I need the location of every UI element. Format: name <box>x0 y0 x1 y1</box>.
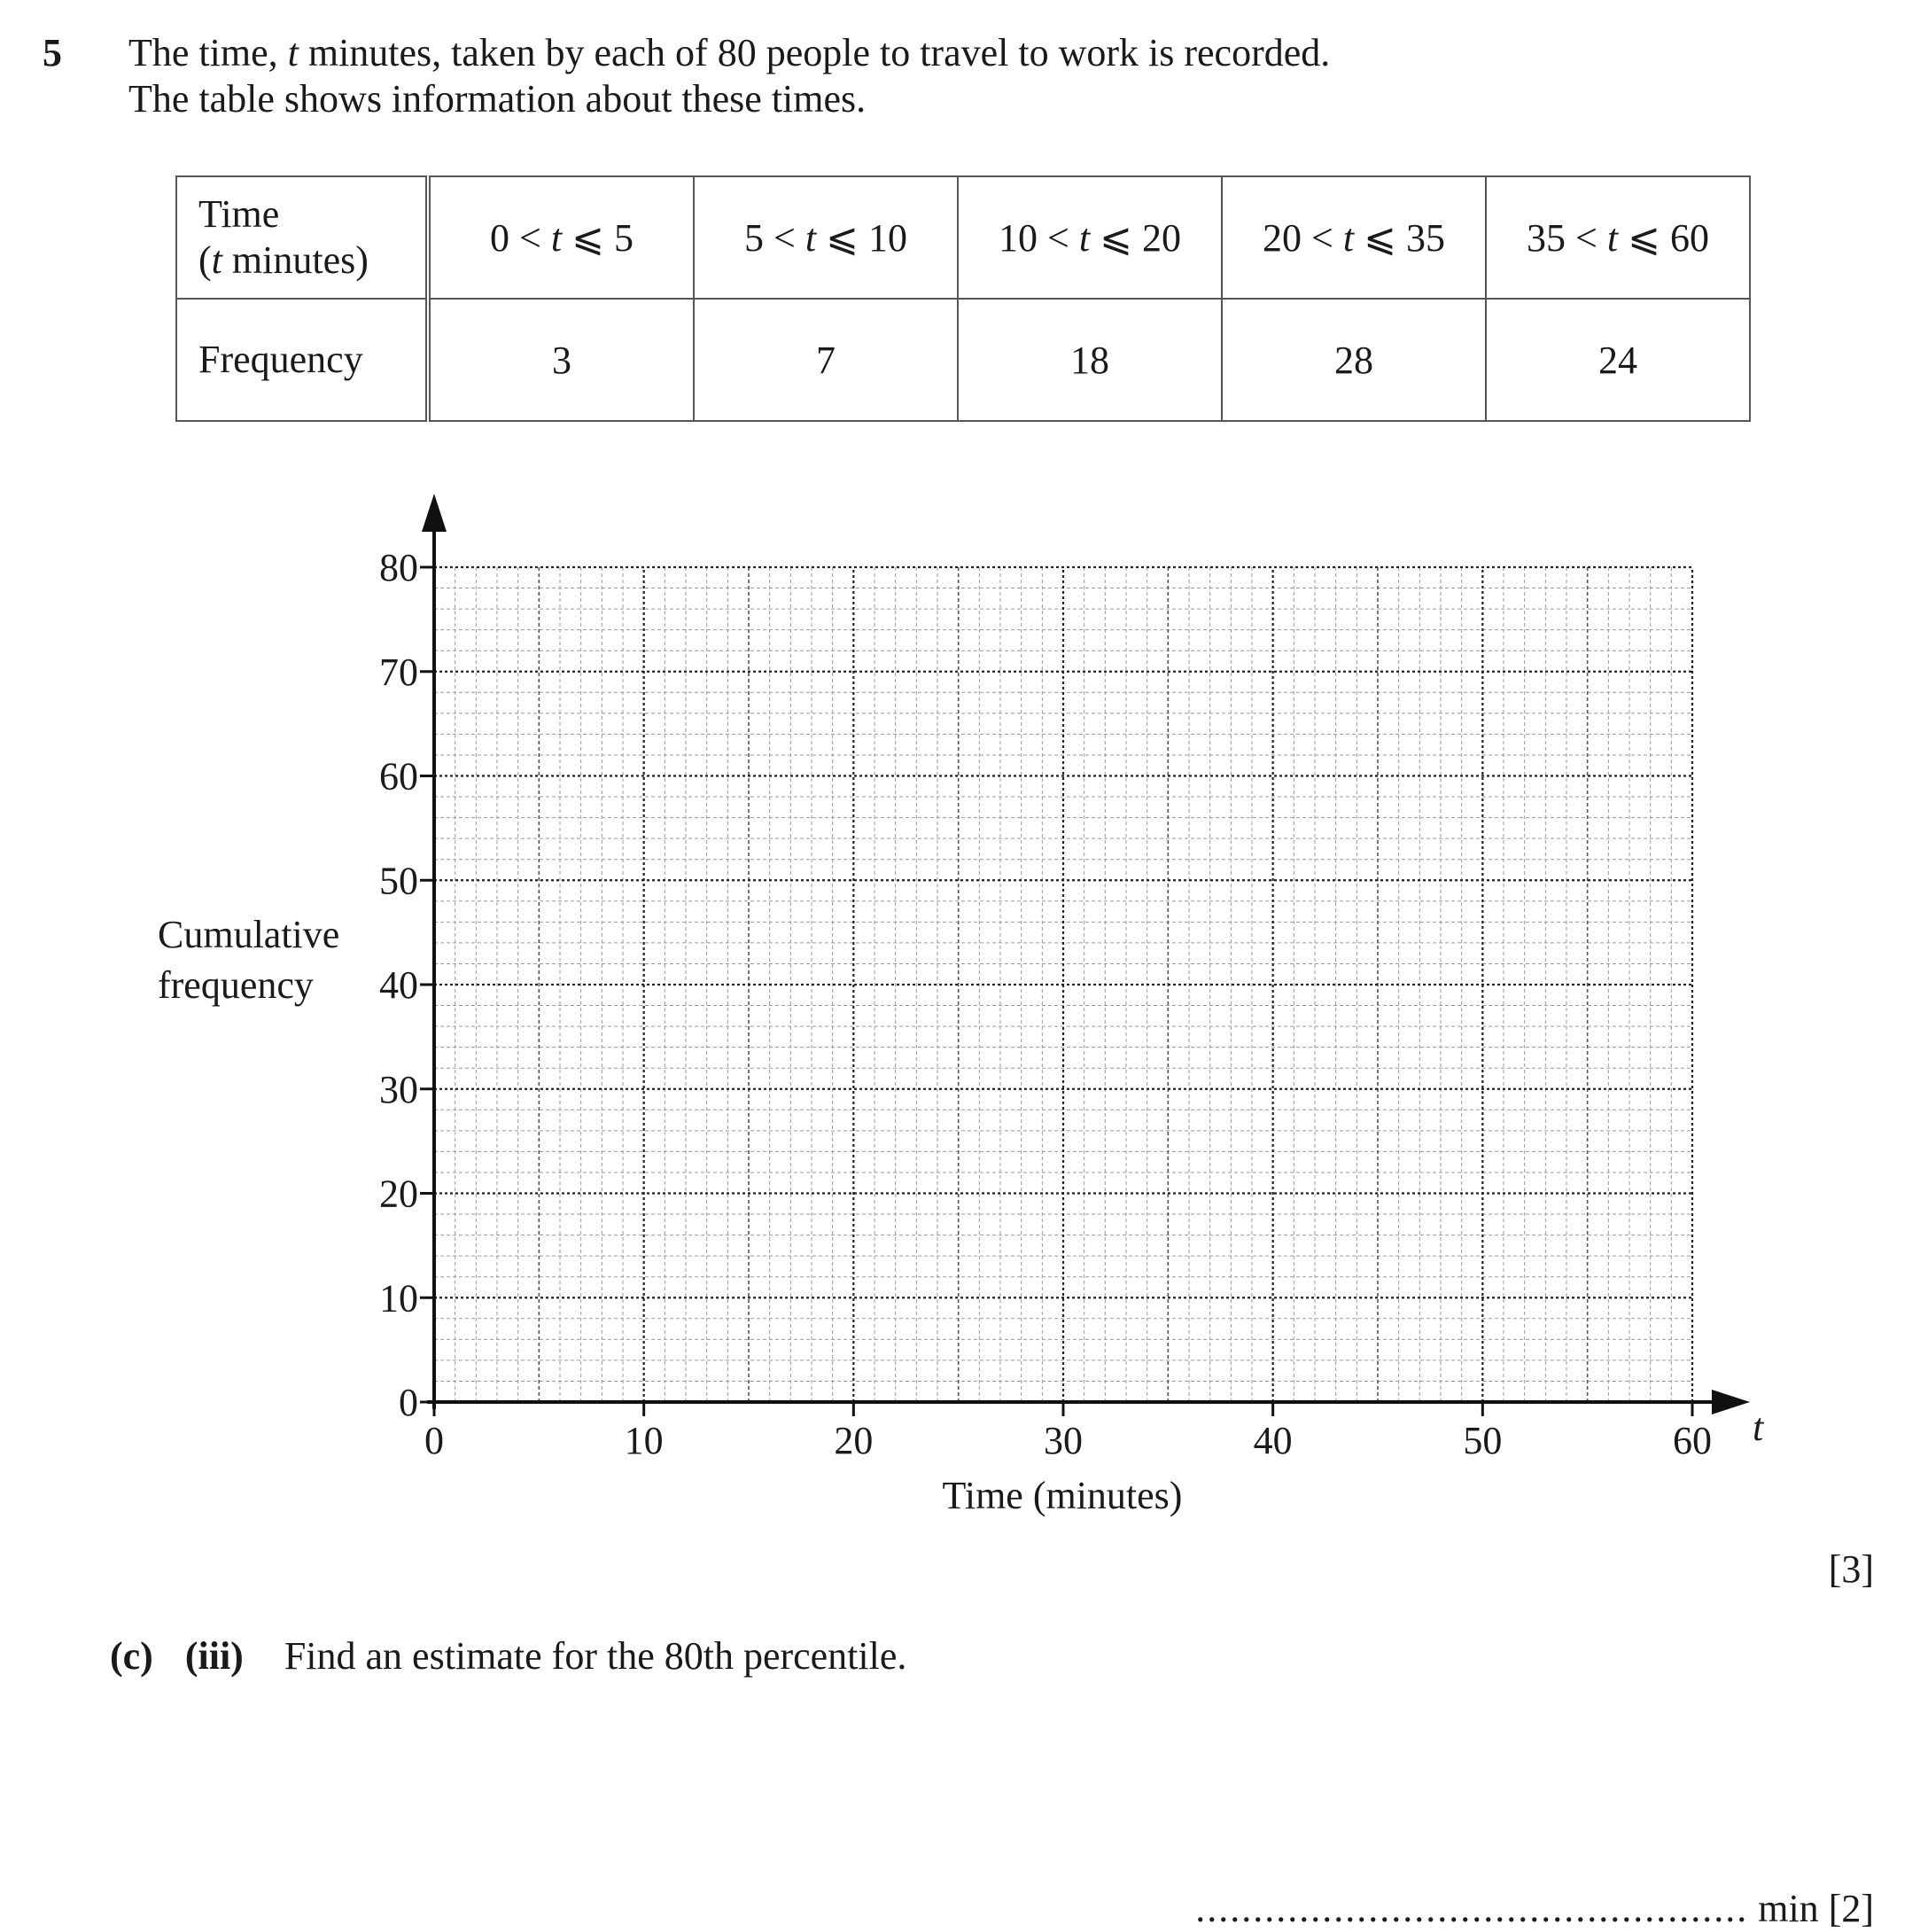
y-axis-label-line1: Cumulative <box>158 913 340 956</box>
question-number: 5 <box>43 31 62 74</box>
y-tick-label: 30 <box>379 1067 418 1111</box>
time-header-open: ( <box>198 238 212 282</box>
frequency-cell: 24 <box>1486 299 1750 421</box>
answer-dots[interactable]: ................................................ <box>1195 1887 1749 1930</box>
frequency-header: Frequency <box>176 299 428 421</box>
x-tick-label: 0 <box>424 1419 444 1462</box>
y-axis-arrow <box>422 494 447 532</box>
x-axis-variable: t <box>1753 1406 1764 1449</box>
frequency-cell: 7 <box>694 299 958 421</box>
x-tick-label: 20 <box>834 1419 874 1462</box>
answer-unit: min <box>1758 1887 1819 1930</box>
stem-text-b: minutes, taken by each of 80 people to travel to work is recorded. <box>298 31 1331 74</box>
axes <box>420 494 1750 1416</box>
tick-labels <box>379 546 1712 1462</box>
part-c-question <box>110 1633 906 1679</box>
y-tick-label: 0 <box>399 1381 418 1424</box>
frequency-cell: 18 <box>958 299 1222 421</box>
x-tick-label: 60 <box>1673 1419 1712 1462</box>
x-tick-label: 40 <box>1253 1419 1293 1462</box>
answer-line[interactable] <box>1195 1886 1874 1931</box>
y-axis-label-line2: frequency <box>158 963 314 1007</box>
x-axis-arrow <box>1712 1390 1750 1414</box>
y-tick-label: 60 <box>379 754 418 799</box>
frequency-cell: 28 <box>1222 299 1486 421</box>
subpart-label: (iii) <box>184 1634 244 1678</box>
part-label: (c) <box>110 1634 153 1678</box>
time-header-rest: minutes) <box>222 238 369 282</box>
frequency-cell: 3 <box>428 299 694 421</box>
x-tick-label: 30 <box>1044 1419 1083 1462</box>
y-tick-label: 40 <box>379 963 418 1007</box>
stem-var-t: t <box>287 31 299 74</box>
interval-cell: 20 < t ⩽ 35 <box>1222 176 1486 299</box>
time-header-var: t <box>211 238 222 282</box>
interval-cell: 0 < t ⩽ 5 <box>428 176 694 299</box>
x-axis-label: Time (minutes) <box>942 1474 1183 1517</box>
stem-text-a: The time, <box>128 31 288 74</box>
x-tick-label: 50 <box>1463 1419 1503 1462</box>
interval-cell: 5 < t ⩽ 10 <box>694 176 958 299</box>
answer-marks: [2] <box>1828 1887 1874 1930</box>
y-tick-label: 20 <box>379 1172 418 1216</box>
interval-cell: 35 < t ⩽ 60 <box>1486 176 1750 299</box>
y-tick-label: 50 <box>379 859 418 903</box>
marks-part-b: [3] <box>1828 1547 1874 1591</box>
y-tick-label: 10 <box>379 1276 418 1320</box>
y-tick-label: 80 <box>379 546 418 589</box>
y-tick-label: 70 <box>379 650 418 694</box>
time-header-line1: Time <box>198 192 280 236</box>
part-c-text: Find an estimate for the 80th percentile. <box>284 1634 907 1678</box>
x-tick-label: 10 <box>624 1419 664 1462</box>
interval-cell: 10 < t ⩽ 20 <box>958 176 1222 299</box>
stem-line-2: The table shows information about these times. <box>128 77 867 121</box>
